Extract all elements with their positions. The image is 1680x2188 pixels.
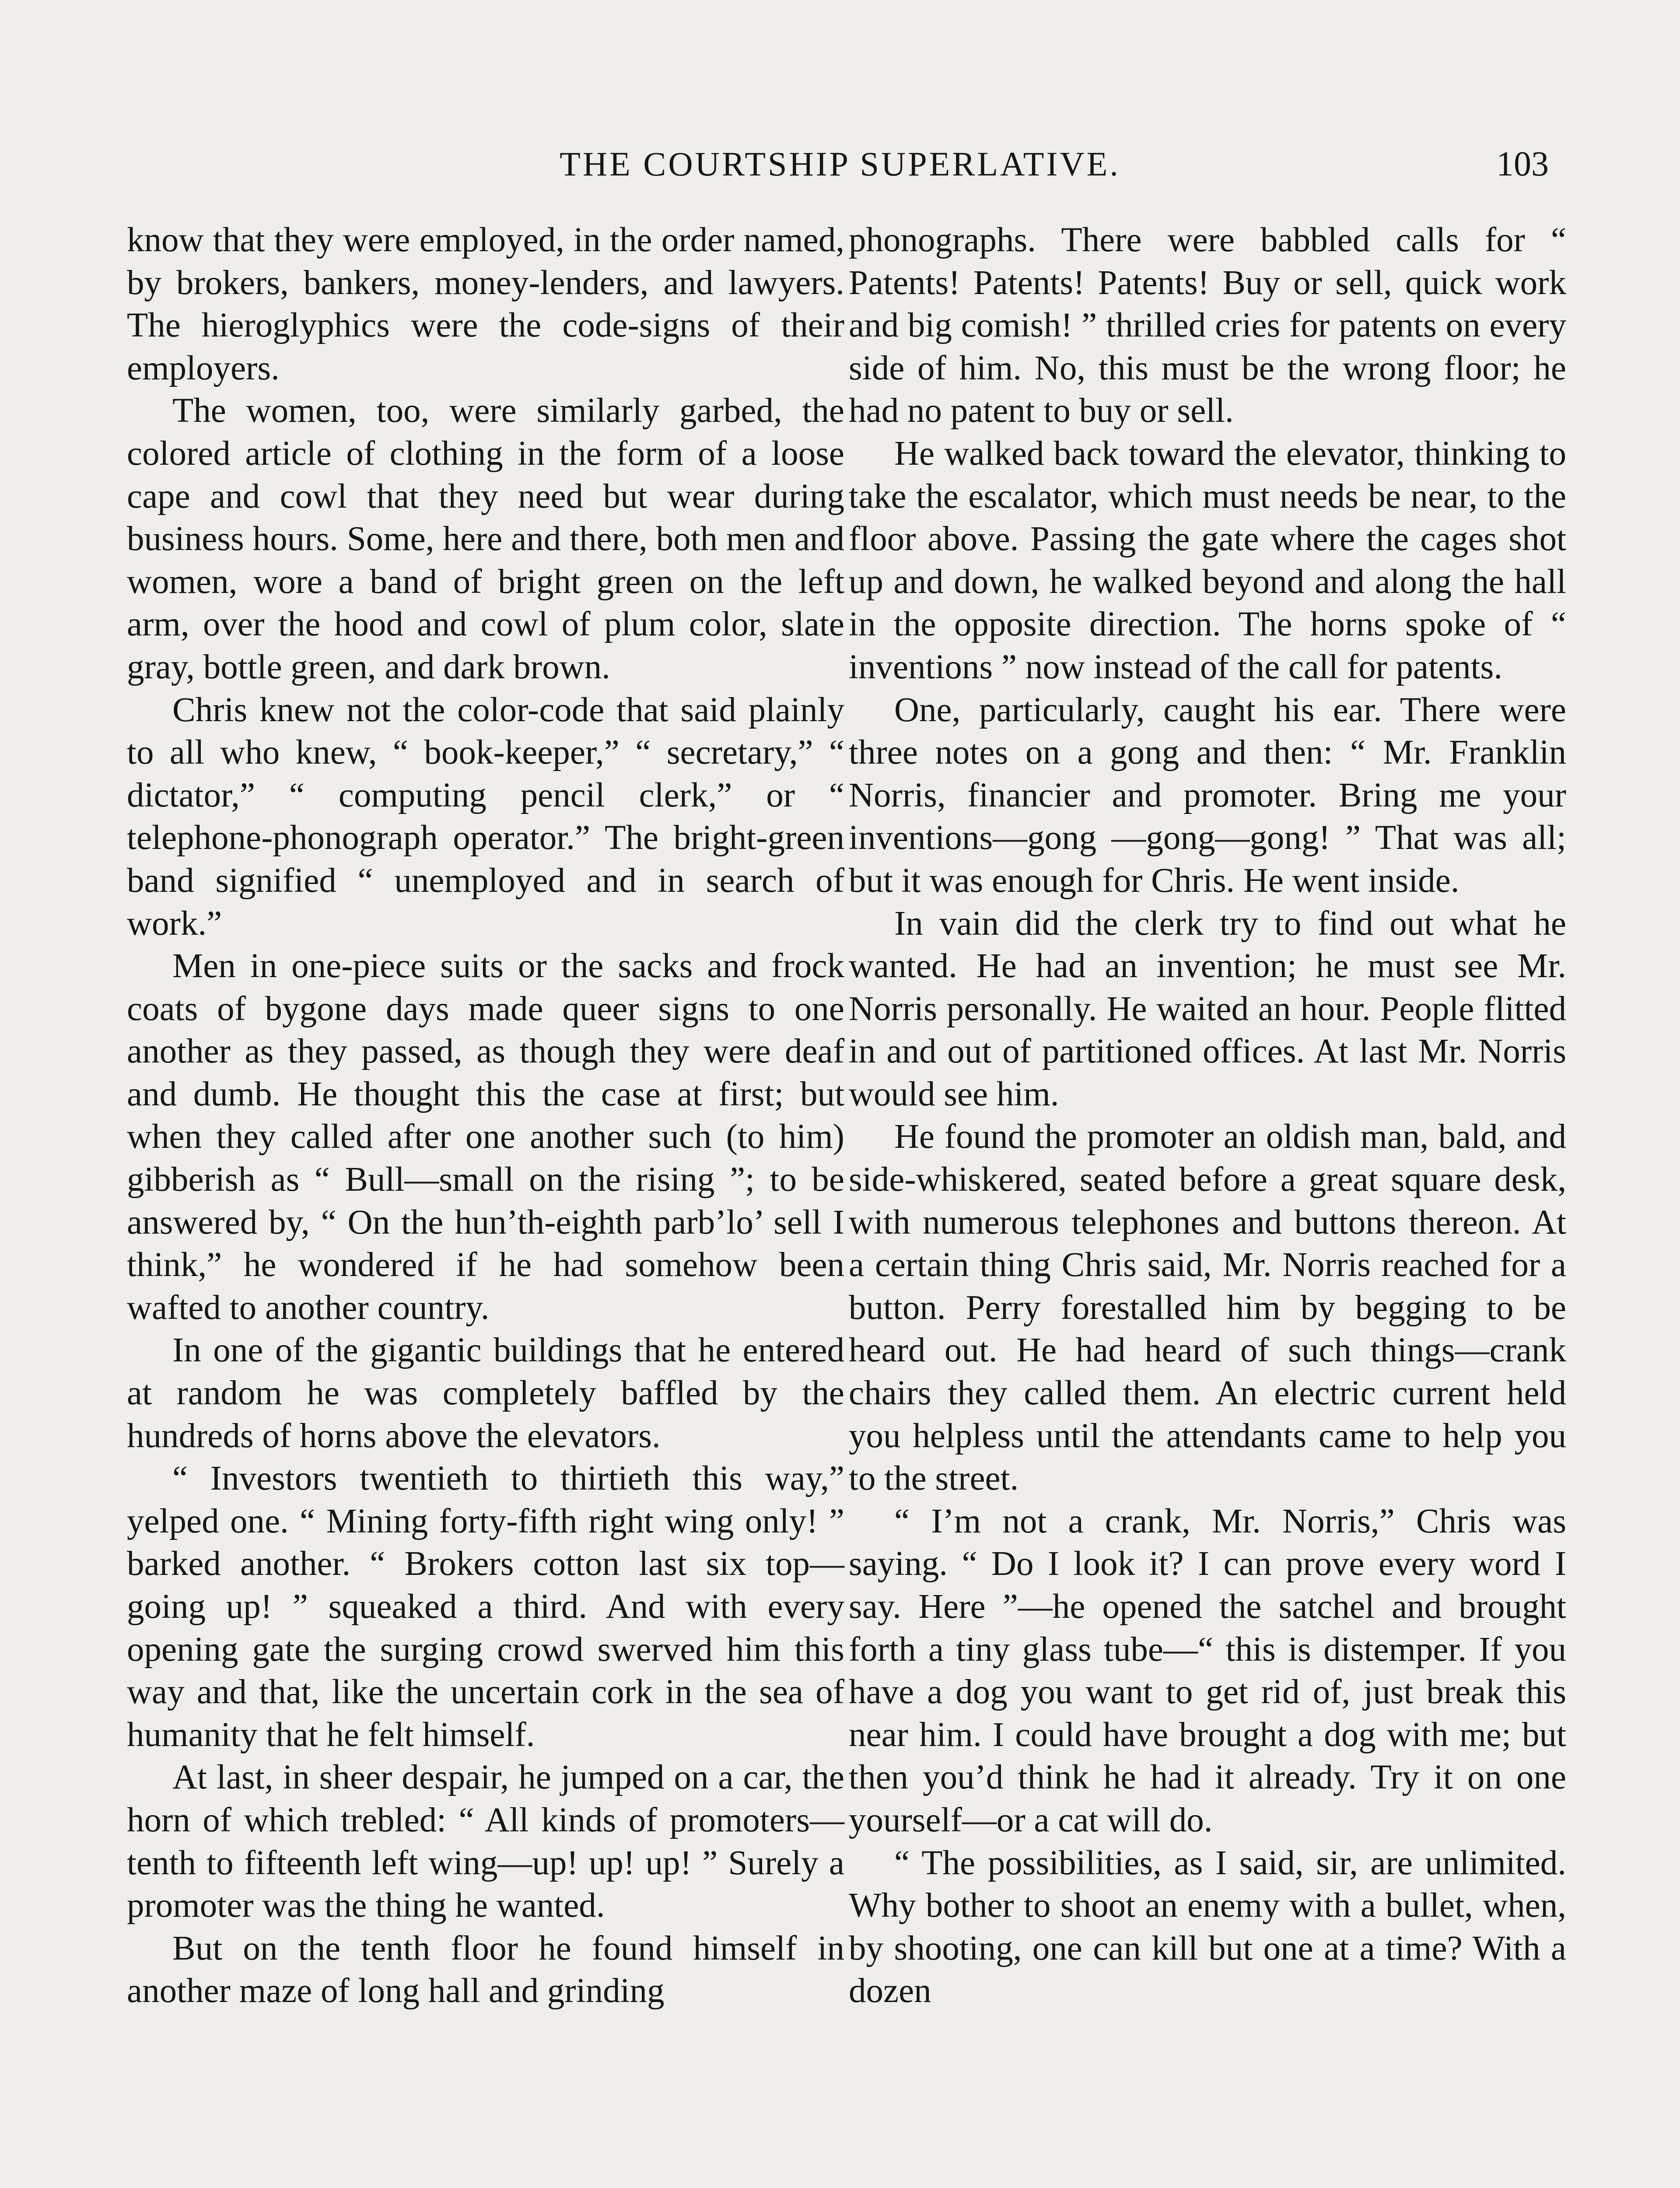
paragraph: In one of the gigantic buildings that he entered at random he was completely baffled by the hundreds of horns above the elevators.	[127, 1331, 844, 1455]
paragraph: He walked back toward the elevator, thinking to take the escalator, which must needs be near, to the floor above. Passing the gate where the cages shot up and down, he walked beyond and along the hall in the opposite direction. The horns spoke of “ inventions ” now instead of the call for patents.	[849, 434, 1566, 686]
left-column	[127, 219, 844, 2013]
paragraph: Men in one-piece suits or the sacks and frock coats of bygone days made queer signs to one another as they passed, as though they were deaf and dumb. He thought this the case at first; but when they called after one another such (to him) gibberish as “ Bull—small on the rising ”; to be answered by, “ On the hun’th-eighth parb’lo’ sell I think,” he wondered if he had somehow been wafted to another country.	[127, 947, 844, 1327]
paragraph: phonographs. There were babbled calls for “ Patents! Patents! Patents! Buy or sell, quick work and big comish! ” thrilled cries for patents on every side of him. No, this must be the wrong floor; he had no patent to buy or sell.	[849, 221, 1566, 430]
running-title: THE COURTSHIP SUPERLATIVE.	[560, 145, 1120, 183]
page-number: 103	[1496, 145, 1549, 183]
paragraph: The women, too, were similarly garbed, the colored article of clothing in the form of a loose cape and cowl that they need but wear during business hours. Some, here and there, both men and women, wore a band of bright green on the left arm, over the hood and cowl of plum color, slate gray, bottle green, and dark brown.	[127, 392, 844, 686]
paragraph: In vain did the clerk try to find out what he wanted. He had an invention; he must see Mr. Norris personally. He waited an hour. People flitted in and out of partitioned offices. At last Mr. Norris would see him.	[849, 904, 1566, 1113]
page-header	[131, 140, 1549, 193]
paragraph: At last, in sheer despair, he jumped on a car, the horn of which trebled: “ All kinds of promoters—tenth to fifteenth left wing—up! up! up! ” Surely a promoter was the thing he wanted.	[127, 1758, 844, 1925]
paragraph: One, particularly, caught his ear. There were three notes on a gong and then: “ Mr. Franklin Norris, financier and promoter. Bring me your inventions—gong —gong—gong! ” That was all; but it was enough for Chris. He went inside.	[849, 691, 1566, 900]
right-column	[849, 219, 1566, 2013]
paragraph: “ Investors twentieth to thirtieth this way,” yelped one. “ Mining forty-fifth right wing only! ” barked another. “ Brokers cotton last six top—going up! ” squeaked a third. And with every opening gate the surging crowd swerved him this way and that, like the uncertain cork in the sea of humanity that he felt himself.	[127, 1459, 844, 1754]
paragraph: But on the tenth floor he found himself in another maze of long hall and grinding	[127, 1929, 844, 2010]
paragraph: Chris knew not the color-code that said plainly to all who knew, “ book-keeper,” “ secretary,” “ dictator,” “ computing pencil clerk,” or “ telephone-phonograph operator.” The bright-green band signified “ unemployed and in search of work.”	[127, 691, 844, 943]
paragraph: “ The possibilities, as I said, sir, are unlimited. Why bother to shoot an enemy with a bullet, when, by shooting, one can kill but one at a time? With a dozen	[849, 1844, 1566, 2010]
paragraph: know that they were employed, in the order named, by brokers, bankers, money-lenders, and lawyers. The hieroglyphics were the code-signs of their employers.	[127, 221, 844, 387]
paragraph: “ I’m not a crank, Mr. Norris,” Chris was saying. “ Do I look it? I can prove every word I say. Here ”—he opened the satchel and brought forth a tiny glass tube—“ this is distemper. If you have a dog you want to get rid of, just break this near him. I could have brought a dog with me; but then you’d think he had it already. Try it on one yourself—or a cat will do.	[849, 1502, 1566, 1839]
paragraph: He found the promoter an oldish man, bald, and side-whiskered, seated before a great square desk, with numerous telephones and buttons thereon. At a certain thing Chris said, Mr. Norris reached for a button. Perry forestalled him by begging to be heard out. He had heard of such things—crank chairs they called them. An electric current held you helpless until the attendants came to help you to the street.	[849, 1118, 1566, 1498]
